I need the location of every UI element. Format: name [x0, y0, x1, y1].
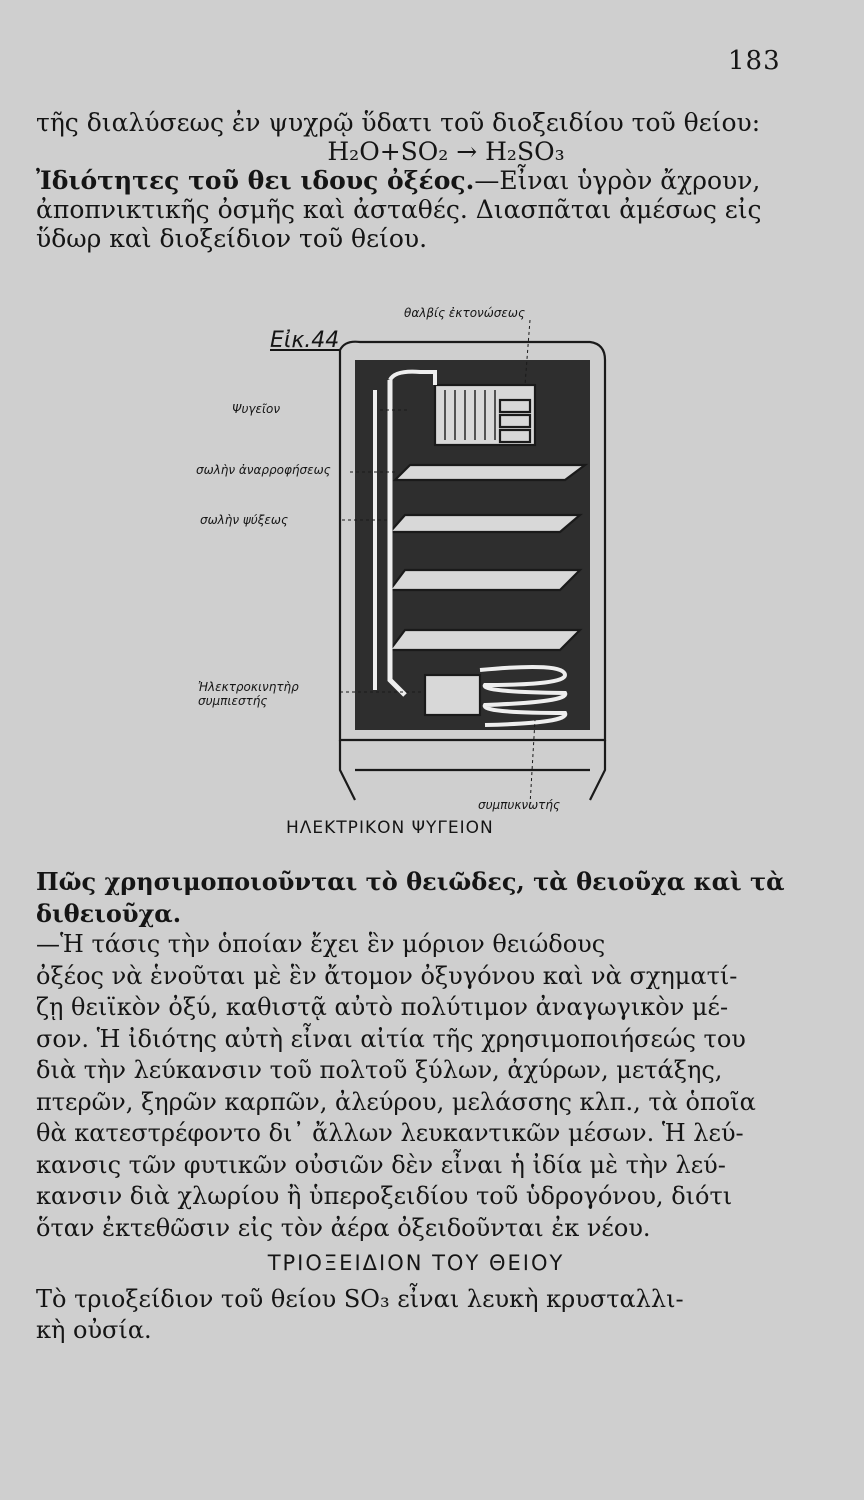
- text-line: Τὸ τριοξείδιον τοῦ θείου SO₃ εἶναι λευκὴ κρυσταλλι-: [36, 1284, 684, 1313]
- text-line: —Ἡ τάσις τὴν ὁποίαν ἔχει ἓν μόριον θειώδους: [36, 930, 606, 958]
- property-heading: Ἰδιότητες τοῦ θει ιδους ὀξέος.: [36, 166, 475, 195]
- text-line: ζῃ θειϊκὸν ὀξύ, καθιστᾷ αὐτὸ πολύτιμον ἀναγωγικὸν μέ-: [36, 993, 729, 1021]
- page-number: 183: [728, 46, 781, 76]
- text-line: σον. Ἡ ἰδιότης αὐτὴ εἶναι αἰτία τῆς χρησιμοποιήσεώς του: [36, 1024, 746, 1053]
- text-line: διὰ τὴν λεύκανσιν τοῦ πολτοῦ ξύλων, ἀχύρων, μετάξης,: [36, 1056, 723, 1084]
- text-line: ὕδωρ καὶ διοξείδιον τοῦ θείου.: [36, 224, 428, 253]
- label-cooling-line: σωλὴν ψύξεως: [200, 513, 289, 527]
- text-line: πτερῶν, ξηρῶν καρπῶν, ἀλεύρου, μελάσσης κλπ., τὰ ὁποῖα: [36, 1087, 756, 1116]
- text-line: ὀξέος νὰ ἑνοῦται μὲ ἓν ἄτομον ὀξυγόνου καὶ νὰ σχηματί-: [36, 961, 738, 990]
- label-freezer: Ψυγεῖον: [232, 402, 281, 416]
- shelf: [390, 630, 580, 650]
- refrigerator-figure: [180, 300, 640, 820]
- body-heading: Πῶς χρησιμοποιοῦνται τὸ θειῶδες, τὰ θειοῦχα καὶ τὰ διθειοῦχα.: [36, 867, 785, 928]
- shelf: [390, 570, 580, 590]
- shelf: [390, 515, 580, 532]
- section-title: ΤΡΙΟΞΕΙΔΙΟΝ ΤΟΥ ΘΕΙΟΥ: [267, 1251, 565, 1275]
- text-line: ἀποπνικτικῆς ὀσμῆς καὶ ἀσταθές. Διασπᾶται ἀμέσως εἰς: [36, 195, 762, 224]
- compressor: [425, 675, 480, 715]
- text-line: ὅταν ἐκτεθῶσιν εἰς τὸν ἀέρα ὀξειδοῦνται ἐκ νέου.: [36, 1213, 651, 1242]
- text-line: κὴ οὐσία.: [36, 1316, 152, 1344]
- text-line: [36, 166, 796, 195]
- label-suction-line: σωλὴν ἀναρροφήσεως: [196, 463, 331, 477]
- text-line: τῆς διαλύσεως ἐν ψυχρῷ ὕδατι τοῦ διοξειδίου τοῦ θείου:: [36, 108, 761, 137]
- label-condenser: συμπυκνωτής: [478, 798, 561, 812]
- label-motor-compressor: Ἠλεκτροκινητὴρ συμπιεστής: [198, 680, 299, 708]
- body-text: [36, 866, 796, 1347]
- label-thermostat: θαλβίς ἐκτονώσεως: [404, 306, 525, 320]
- intro-text: [36, 108, 796, 253]
- text-line-part: —Εἶναι ὑγρὸν ἄχρουν,: [474, 166, 761, 195]
- text-line: κανσις τῶν φυτικῶν οὐσιῶν δὲν εἶναι ἡ ἰδία μὲ τὴν λεύ-: [36, 1150, 726, 1179]
- chemical-equation: H₂O+SO₂ → H₂SO₃: [327, 137, 565, 166]
- text-line: κανσιν διὰ χλωρίου ἢ ὑπεροξειδίου τοῦ ὑδρογόνου, διότι: [36, 1182, 733, 1210]
- shelf: [395, 465, 585, 480]
- figure-number: Εἰκ.44: [270, 328, 340, 353]
- figure-caption: ΗΛΕΚΤΡΙΚΟΝ ΨΥΓΕΙΟΝ: [286, 818, 494, 838]
- text-line: θὰ κατεστρέφοντο δι᾽ ἄλλων λευκαντικῶν μέσων. Ἡ λεύ-: [36, 1119, 744, 1147]
